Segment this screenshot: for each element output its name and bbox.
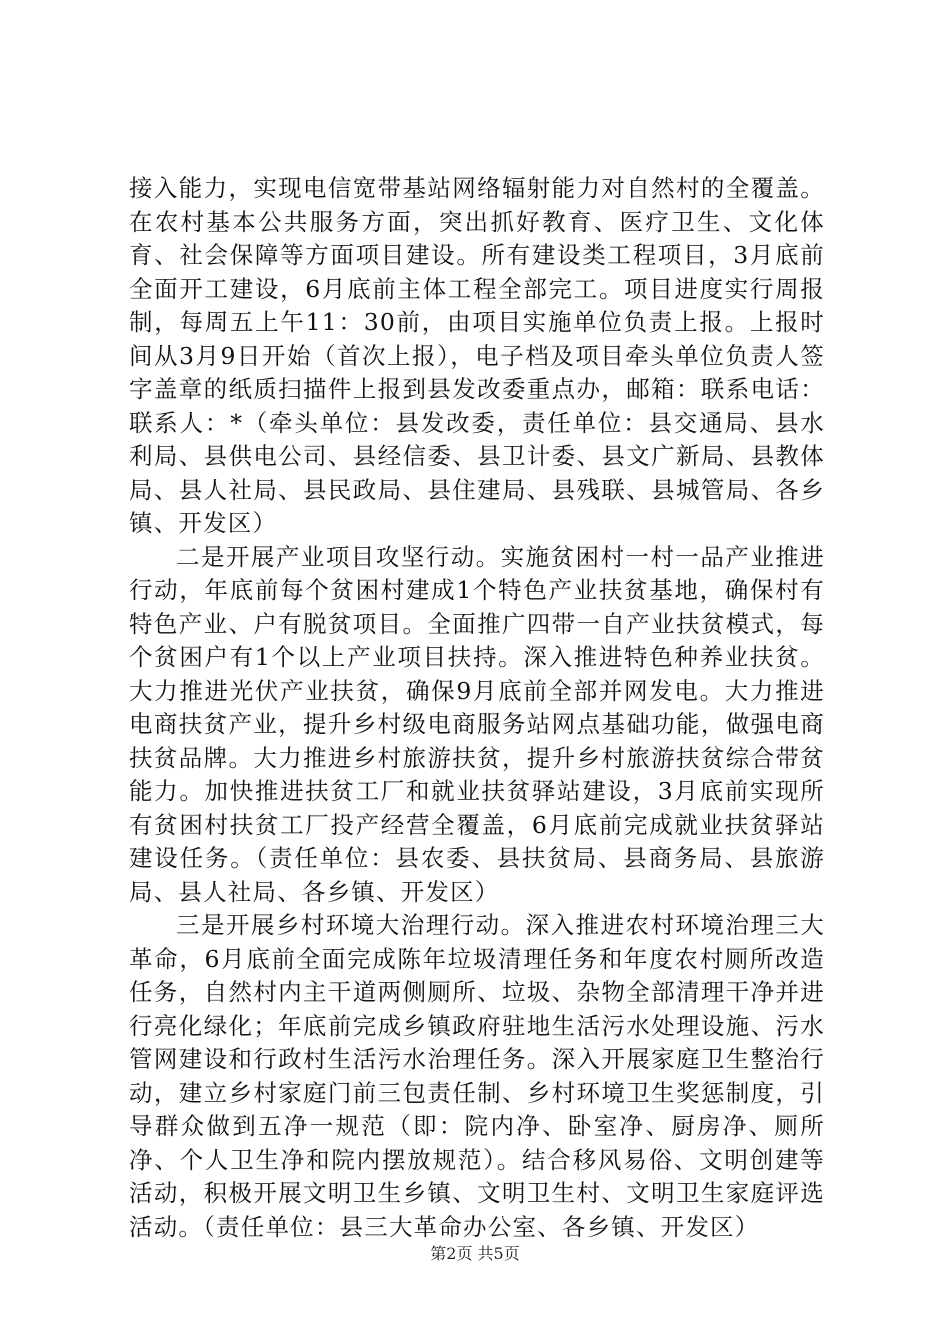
paragraph-continuation: 接入能力，实现电信宽带基站网络辐射能力对自然村的全覆盖。在农村基本公共服务方面，突出抓好教育、医疗卫生、文化体育、社会保障等方面项目建设。所有建设类工程项目，3月底前全面开工建设，6月底前主体工程全部完工。项目进度实行周报制，每周五上午11：30前，由项目实施单位负责上报。上报时间从3月9日开始（首次上报），电子档及项目牵头单位负责人签字盖章的纸质扫描件上报到县发改委重点办，邮箱：联系电话：联系人：*（牵头单位：县发改委，责任单位：县交通局、县水利局、县供电公司、县经信委、县卫计委、县文广新局、县教体局、县人社局、县民政局、县住建局、县残联、县城管局、各乡镇、开发区）	[129, 174, 825, 537]
paragraph-rural-environment: 三是开展乡村环境大治理行动。深入推进农村环境治理三大革命，6月底前全面完成陈年垃圾清理任务和年度农村厕所改造任务，自然村内主干道两侧厕所、垃圾、杂物全部清理干净并进行亮化绿化；年底前完成乡镇政府驻地生活污水处理设施、污水管网建设和行政村生活污水治理任务。深入开展家庭卫生整治行动，建立乡村家庭门前三包责任制、乡村环境卫生奖惩制度，引导群众做到五净一规范（即：院内净、卧室净、厨房净、厕所净、个人卫生净和院内摆放规范）。结合移风易俗、文明创建等活动，积极开展文明卫生乡镇、文明卫生村、文明卫生家庭评选活动。（责任单位：县三大革命办公室、各乡镇、开发区）	[129, 911, 825, 1241]
document-body	[129, 172, 825, 1244]
page-footer	[0, 1244, 950, 1264]
paragraph-industry-projects: 二是开展产业项目攻坚行动。实施贫困村一村一品产业推进行动，年底前每个贫困村建成1个特色产业扶贫基地，确保村有特色产业、户有脱贫项目。全面推广四带一自产业扶贫模式，每个贫困户有1个以上产业项目扶持。深入推进特色种养业扶贫。大力推进光伏产业扶贫，确保9月底前全部并网发电。大力推进电商扶贫产业，提升乡村级电商服务站网点基础功能，做强电商扶贫品牌。大力推进乡村旅游扶贫，提升乡村旅游扶贫综合带贫能力。加快推进扶贫工厂和就业扶贫驿站建设，3月底前实现所有贫困村扶贫工厂投产经营全覆盖，6月底前完成就业扶贫驿站建设任务。（责任单位：县农委、县扶贫局、县商务局、县旅游局、县人社局、各乡镇、开发区）	[129, 542, 825, 906]
page-number-label: 第2页 共5页	[430, 1244, 520, 1263]
